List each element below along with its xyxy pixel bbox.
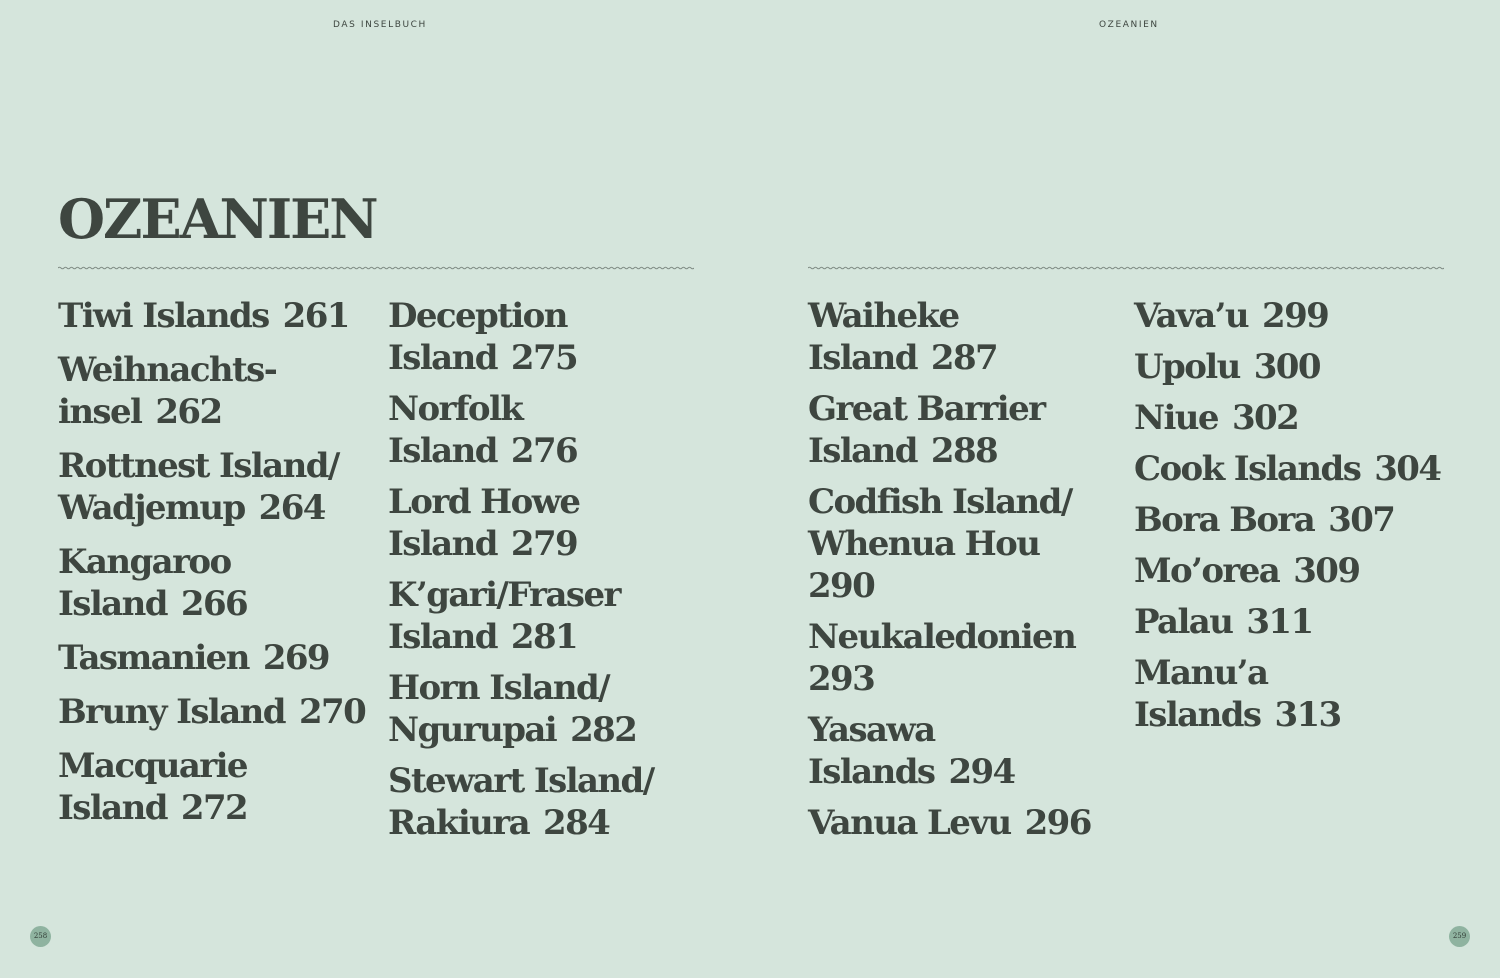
toc-entry — [1134, 499, 1474, 541]
toc-entry-line — [58, 637, 376, 679]
toc-entry-line — [1134, 448, 1474, 490]
toc-entry-title: Waiheke — [808, 296, 959, 336]
toc-entry-title: Lord Howe — [388, 482, 580, 522]
toc-entry-title: Kangaroo — [58, 542, 231, 582]
toc-page-number: 290 — [808, 566, 875, 606]
toc-entry-line — [388, 430, 788, 472]
toc-page-number: 281 — [510, 617, 578, 657]
toc-entry — [1134, 397, 1474, 439]
toc-entry-line — [388, 295, 788, 337]
toc-entry-title: Mo’orea — [1134, 551, 1280, 591]
toc-entry-line — [808, 295, 1128, 337]
toc-entry-title: Deception — [388, 296, 567, 336]
toc-entry — [1134, 346, 1474, 388]
toc-page-number: 284 — [543, 803, 610, 843]
toc-page-number: 287 — [930, 338, 998, 378]
toc-page-number: 313 — [1274, 695, 1341, 735]
toc-page-number: 266 — [180, 584, 248, 624]
toc-entry-line — [808, 523, 1128, 565]
toc-entry-title: Great Barrier — [808, 389, 1045, 429]
toc-entry-line — [1134, 550, 1474, 592]
toc-entry — [808, 295, 1128, 379]
toc-page-number: 270 — [298, 692, 366, 732]
toc-entry-line — [1134, 652, 1474, 694]
toc-entry — [808, 802, 1128, 844]
toc-entry-line — [388, 667, 788, 709]
toc-column-2 — [388, 295, 788, 853]
toc-entry-title: Yasawa — [808, 710, 935, 750]
toc-page-number: 272 — [180, 788, 248, 828]
toc-entry-line — [58, 745, 376, 787]
toc-page-number: 264 — [258, 488, 325, 528]
toc-entry-title: Islands — [808, 752, 935, 792]
toc-entry-line — [58, 691, 376, 733]
toc-entry — [808, 481, 1128, 607]
toc-entry-title: Island — [388, 617, 497, 657]
toc-entry-title: K’gari/Fraser — [388, 575, 620, 615]
toc-column-3 — [808, 295, 1128, 853]
toc-entry-title: Island — [388, 338, 497, 378]
toc-entry-title: Codfish Island/ — [808, 482, 1072, 522]
running-head-left: DAS INSELBUCH — [333, 20, 427, 30]
toc-entry-title: Norfolk — [388, 389, 523, 429]
toc-column-1 — [58, 295, 376, 841]
toc-entry-line — [1134, 694, 1474, 736]
toc-entry-line — [808, 337, 1128, 379]
page-number-right: 259 — [1449, 926, 1470, 947]
toc-entry-line — [58, 541, 376, 583]
toc-entry-line — [58, 349, 376, 391]
toc-page-number: 261 — [282, 296, 349, 336]
toc-entry-line — [388, 616, 788, 658]
toc-entry-line — [388, 574, 788, 616]
toc-entry-line — [808, 709, 1128, 751]
wavy-divider-left — [58, 264, 694, 272]
toc-entry-line — [388, 760, 788, 802]
toc-entry-line — [58, 445, 376, 487]
toc-entry-title: Neukaledonien — [808, 617, 1076, 657]
toc-page-number: 309 — [1293, 551, 1360, 591]
toc-entry-line — [58, 583, 376, 625]
toc-page-number: 302 — [1231, 398, 1299, 438]
toc-entry — [388, 574, 788, 658]
toc-page-number: 262 — [155, 392, 222, 432]
toc-entry-line — [388, 523, 788, 565]
toc-entry — [58, 295, 376, 337]
toc-entry — [388, 388, 788, 472]
toc-entry-title: Niue — [1134, 398, 1218, 438]
toc-entry-line — [388, 388, 788, 430]
toc-page-number: 300 — [1253, 347, 1320, 387]
toc-entry — [1134, 295, 1474, 337]
toc-entry-title: Island — [388, 431, 497, 471]
toc-entry-title: Cook Islands — [1134, 449, 1361, 489]
toc-entry-line — [808, 658, 1128, 700]
toc-entry-title: Vava’u — [1134, 296, 1249, 336]
toc-entry — [1134, 601, 1474, 643]
toc-page-number: 304 — [1374, 449, 1441, 489]
toc-entry-line — [388, 802, 788, 844]
toc-entry-title: Ngurupai — [388, 710, 557, 750]
toc-entry-title: Bora Bora — [1134, 500, 1315, 540]
toc-entry-title: Wadjemup — [58, 488, 245, 528]
toc-page-number: 296 — [1024, 803, 1091, 843]
section-title: OZEANIEN — [58, 187, 377, 251]
toc-page-number: 275 — [510, 338, 578, 378]
toc-entry-title: Whenua Hou — [808, 524, 1040, 564]
toc-entry — [388, 295, 788, 379]
toc-entry-title: Island — [808, 431, 917, 471]
toc-entry-line — [58, 787, 376, 829]
toc-entry-title: Island — [808, 338, 917, 378]
toc-entry-title: Palau — [1134, 602, 1233, 642]
toc-entry-line — [808, 565, 1128, 607]
toc-entry-title: Rakiura — [388, 803, 530, 843]
toc-entry-line — [1134, 346, 1474, 388]
toc-entry-title: Manu’a — [1134, 653, 1268, 693]
wavy-line — [58, 267, 694, 269]
toc-page-number: 294 — [948, 752, 1015, 792]
toc-entry — [58, 445, 376, 529]
toc-entry-line — [808, 802, 1128, 844]
toc-entry-line — [808, 481, 1128, 523]
toc-entry — [58, 637, 376, 679]
toc-entry-line — [388, 481, 788, 523]
toc-column-4 — [1134, 295, 1474, 745]
toc-entry-title: Bruny Island — [58, 692, 285, 732]
toc-entry — [808, 388, 1128, 472]
toc-entry — [1134, 448, 1474, 490]
toc-page-number: 293 — [808, 659, 875, 699]
toc-entry-title: Vanua Levu — [808, 803, 1011, 843]
toc-entry-line — [58, 295, 376, 337]
toc-entry-title: Rottnest Island/ — [58, 446, 339, 486]
toc-entry-title: Upolu — [1134, 347, 1240, 387]
toc-entry-title: Island — [58, 788, 167, 828]
toc-page-number: 282 — [570, 710, 637, 750]
toc-entry-title: Horn Island/ — [388, 668, 609, 708]
toc-entry — [58, 541, 376, 625]
wavy-line — [808, 267, 1444, 269]
toc-entry-line — [808, 430, 1128, 472]
wavy-divider-right — [808, 264, 1444, 272]
toc-entry — [1134, 652, 1474, 736]
toc-entry-line — [1134, 601, 1474, 643]
toc-entry — [388, 760, 788, 844]
toc-entry — [388, 667, 788, 751]
toc-page-number: 269 — [262, 638, 329, 678]
toc-page-number: 311 — [1246, 602, 1313, 642]
toc-entry-line — [1134, 499, 1474, 541]
toc-entry-title: insel — [58, 392, 142, 432]
toc-entry-title: Island — [58, 584, 167, 624]
toc-entry-line — [388, 337, 788, 379]
page-number-left: 258 — [30, 926, 51, 947]
toc-entry — [808, 709, 1128, 793]
toc-entry-title: Weihnachts- — [58, 350, 277, 390]
toc-entry-line — [58, 487, 376, 529]
toc-page-number: 307 — [1328, 500, 1395, 540]
toc-entry-title: Stewart Island/ — [388, 761, 654, 801]
toc-entry-line — [388, 709, 788, 751]
toc-entry — [1134, 550, 1474, 592]
toc-entry — [58, 349, 376, 433]
toc-entry — [58, 691, 376, 733]
toc-entry-line — [808, 616, 1128, 658]
toc-page-number: 276 — [510, 431, 578, 471]
running-head-right: OZEANIEN — [1099, 20, 1159, 30]
toc-page-number: 288 — [930, 431, 998, 471]
toc-page-number: 279 — [510, 524, 578, 564]
toc-entry-title: Macquarie — [58, 746, 247, 786]
toc-entry-title: Tiwi Islands — [58, 296, 269, 336]
toc-entry-line — [808, 388, 1128, 430]
toc-entry — [58, 745, 376, 829]
toc-entry-line — [1134, 397, 1474, 439]
toc-entry-line — [58, 391, 376, 433]
toc-entry — [808, 616, 1128, 700]
toc-entry-title: Tasmanien — [58, 638, 249, 678]
toc-page-number: 299 — [1262, 296, 1329, 336]
toc-entry-title: Island — [388, 524, 497, 564]
toc-entry-line — [1134, 295, 1474, 337]
toc-entry-title: Islands — [1134, 695, 1261, 735]
toc-entry-line — [808, 751, 1128, 793]
toc-entry — [388, 481, 788, 565]
